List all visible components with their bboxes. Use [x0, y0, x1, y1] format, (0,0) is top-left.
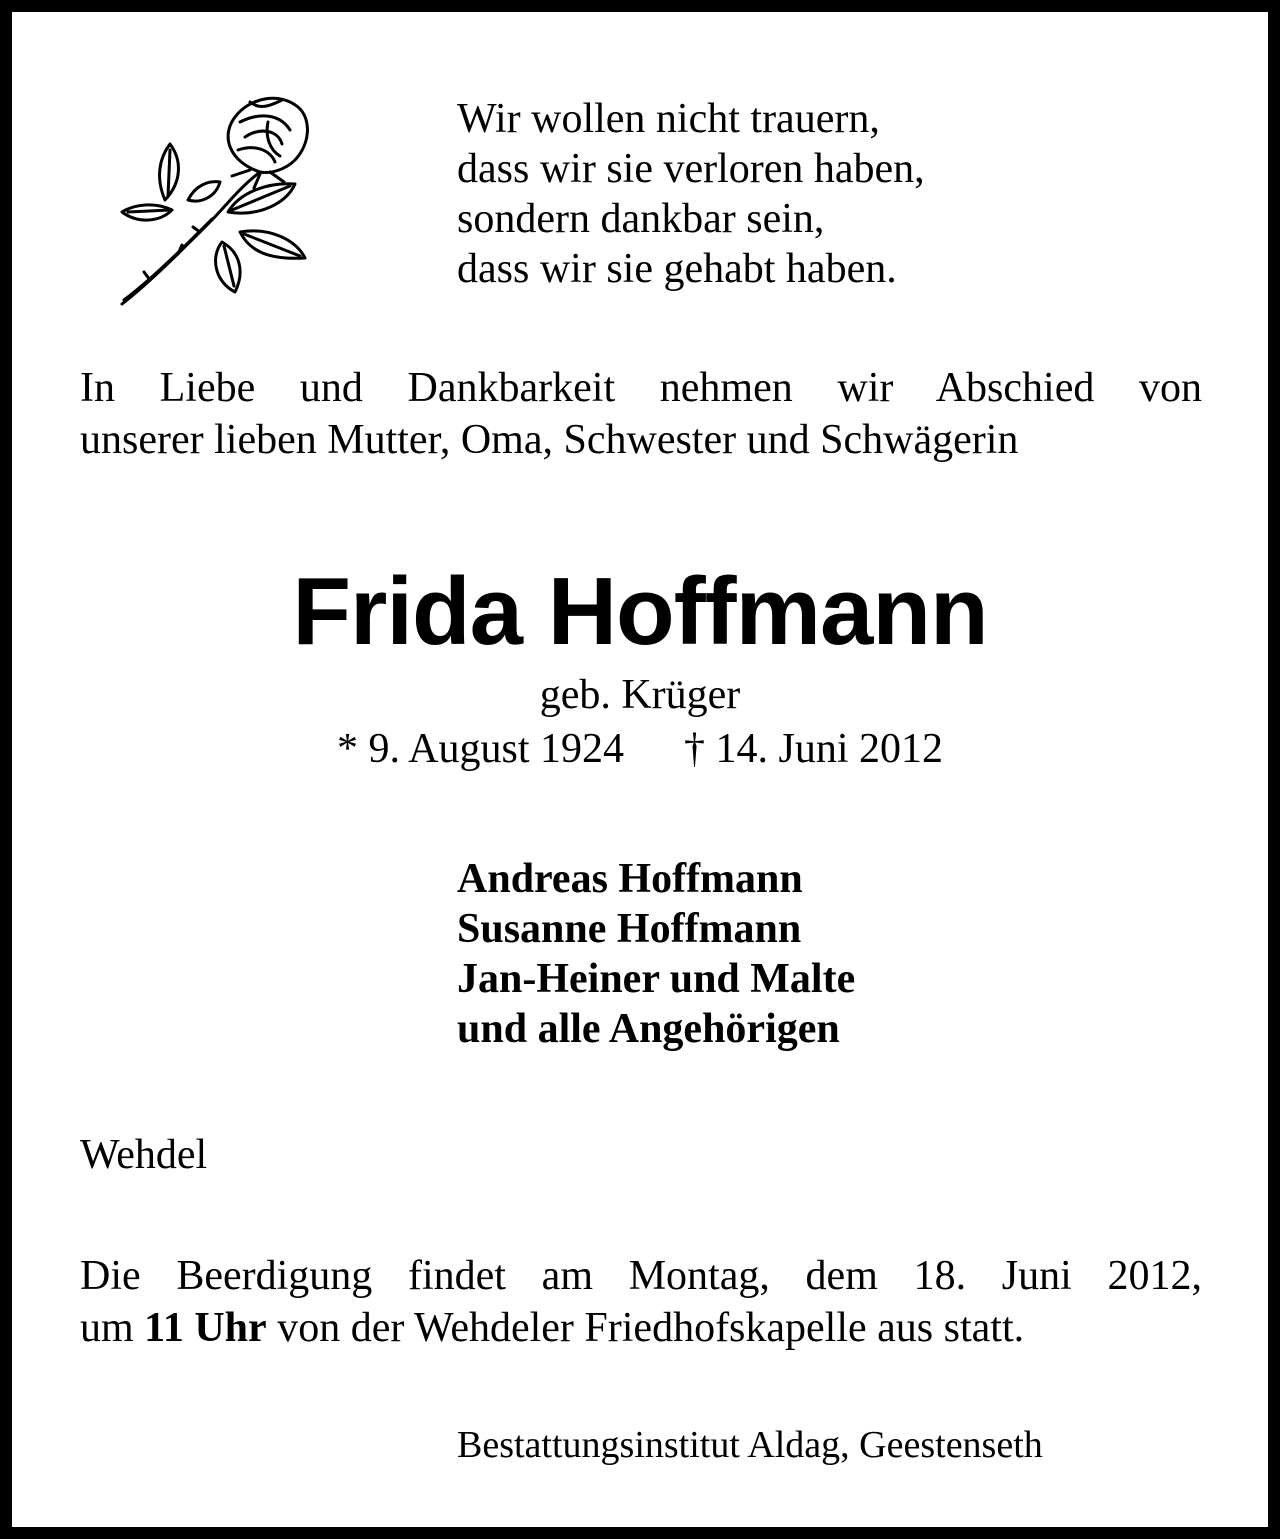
intro-line: In Liebe und Dankbarkeit nehmen wir Abschied von [80, 365, 1202, 411]
funeral-info [80, 1250, 1202, 1354]
deceased-name: Frida Hoffmann [292, 558, 988, 665]
intro-text [80, 362, 1202, 466]
birth-date: * 9. August 1924 [336, 726, 624, 772]
rose-icon [110, 82, 320, 317]
poem-line: sondern dankbar sein, [457, 196, 825, 242]
funeral-suffix: von der Wehdeler Friedhofskapelle aus statt. [266, 1305, 1025, 1351]
poem [457, 94, 925, 294]
intro-line: unserer lieben Mutter, Oma, Schwester und Schwägerin [80, 417, 1019, 463]
poem-line: dass wir sie verloren haben, [457, 146, 925, 192]
undertaker: Bestattungsinstitut Aldag, Geestenseth [457, 1424, 1043, 1466]
mourner: Andreas Hoffmann [457, 856, 803, 902]
place: Wehdel [80, 1132, 208, 1178]
death-date: † 14. Juni 2012 [684, 726, 944, 772]
funeral-time: 11 Uhr [144, 1305, 267, 1351]
poem-line: Wir wollen nicht trauern, [457, 96, 880, 142]
mourners-list [457, 854, 855, 1054]
mourner: Jan-Heiner und Malte [457, 956, 856, 1002]
life-dates [12, 724, 1268, 774]
mourner: Susanne Hoffmann [457, 906, 802, 952]
funeral-line [80, 1302, 1202, 1354]
mourner: und alle Angehörigen [457, 1006, 840, 1052]
poem-line: dass wir sie gehabt haben. [457, 246, 897, 292]
funeral-line: Die Beerdigung findet am Montag, dem 18. Juni 2012, [80, 1253, 1202, 1299]
birth-name: geb. Krüger [539, 672, 741, 718]
funeral-prefix: um [80, 1305, 145, 1351]
